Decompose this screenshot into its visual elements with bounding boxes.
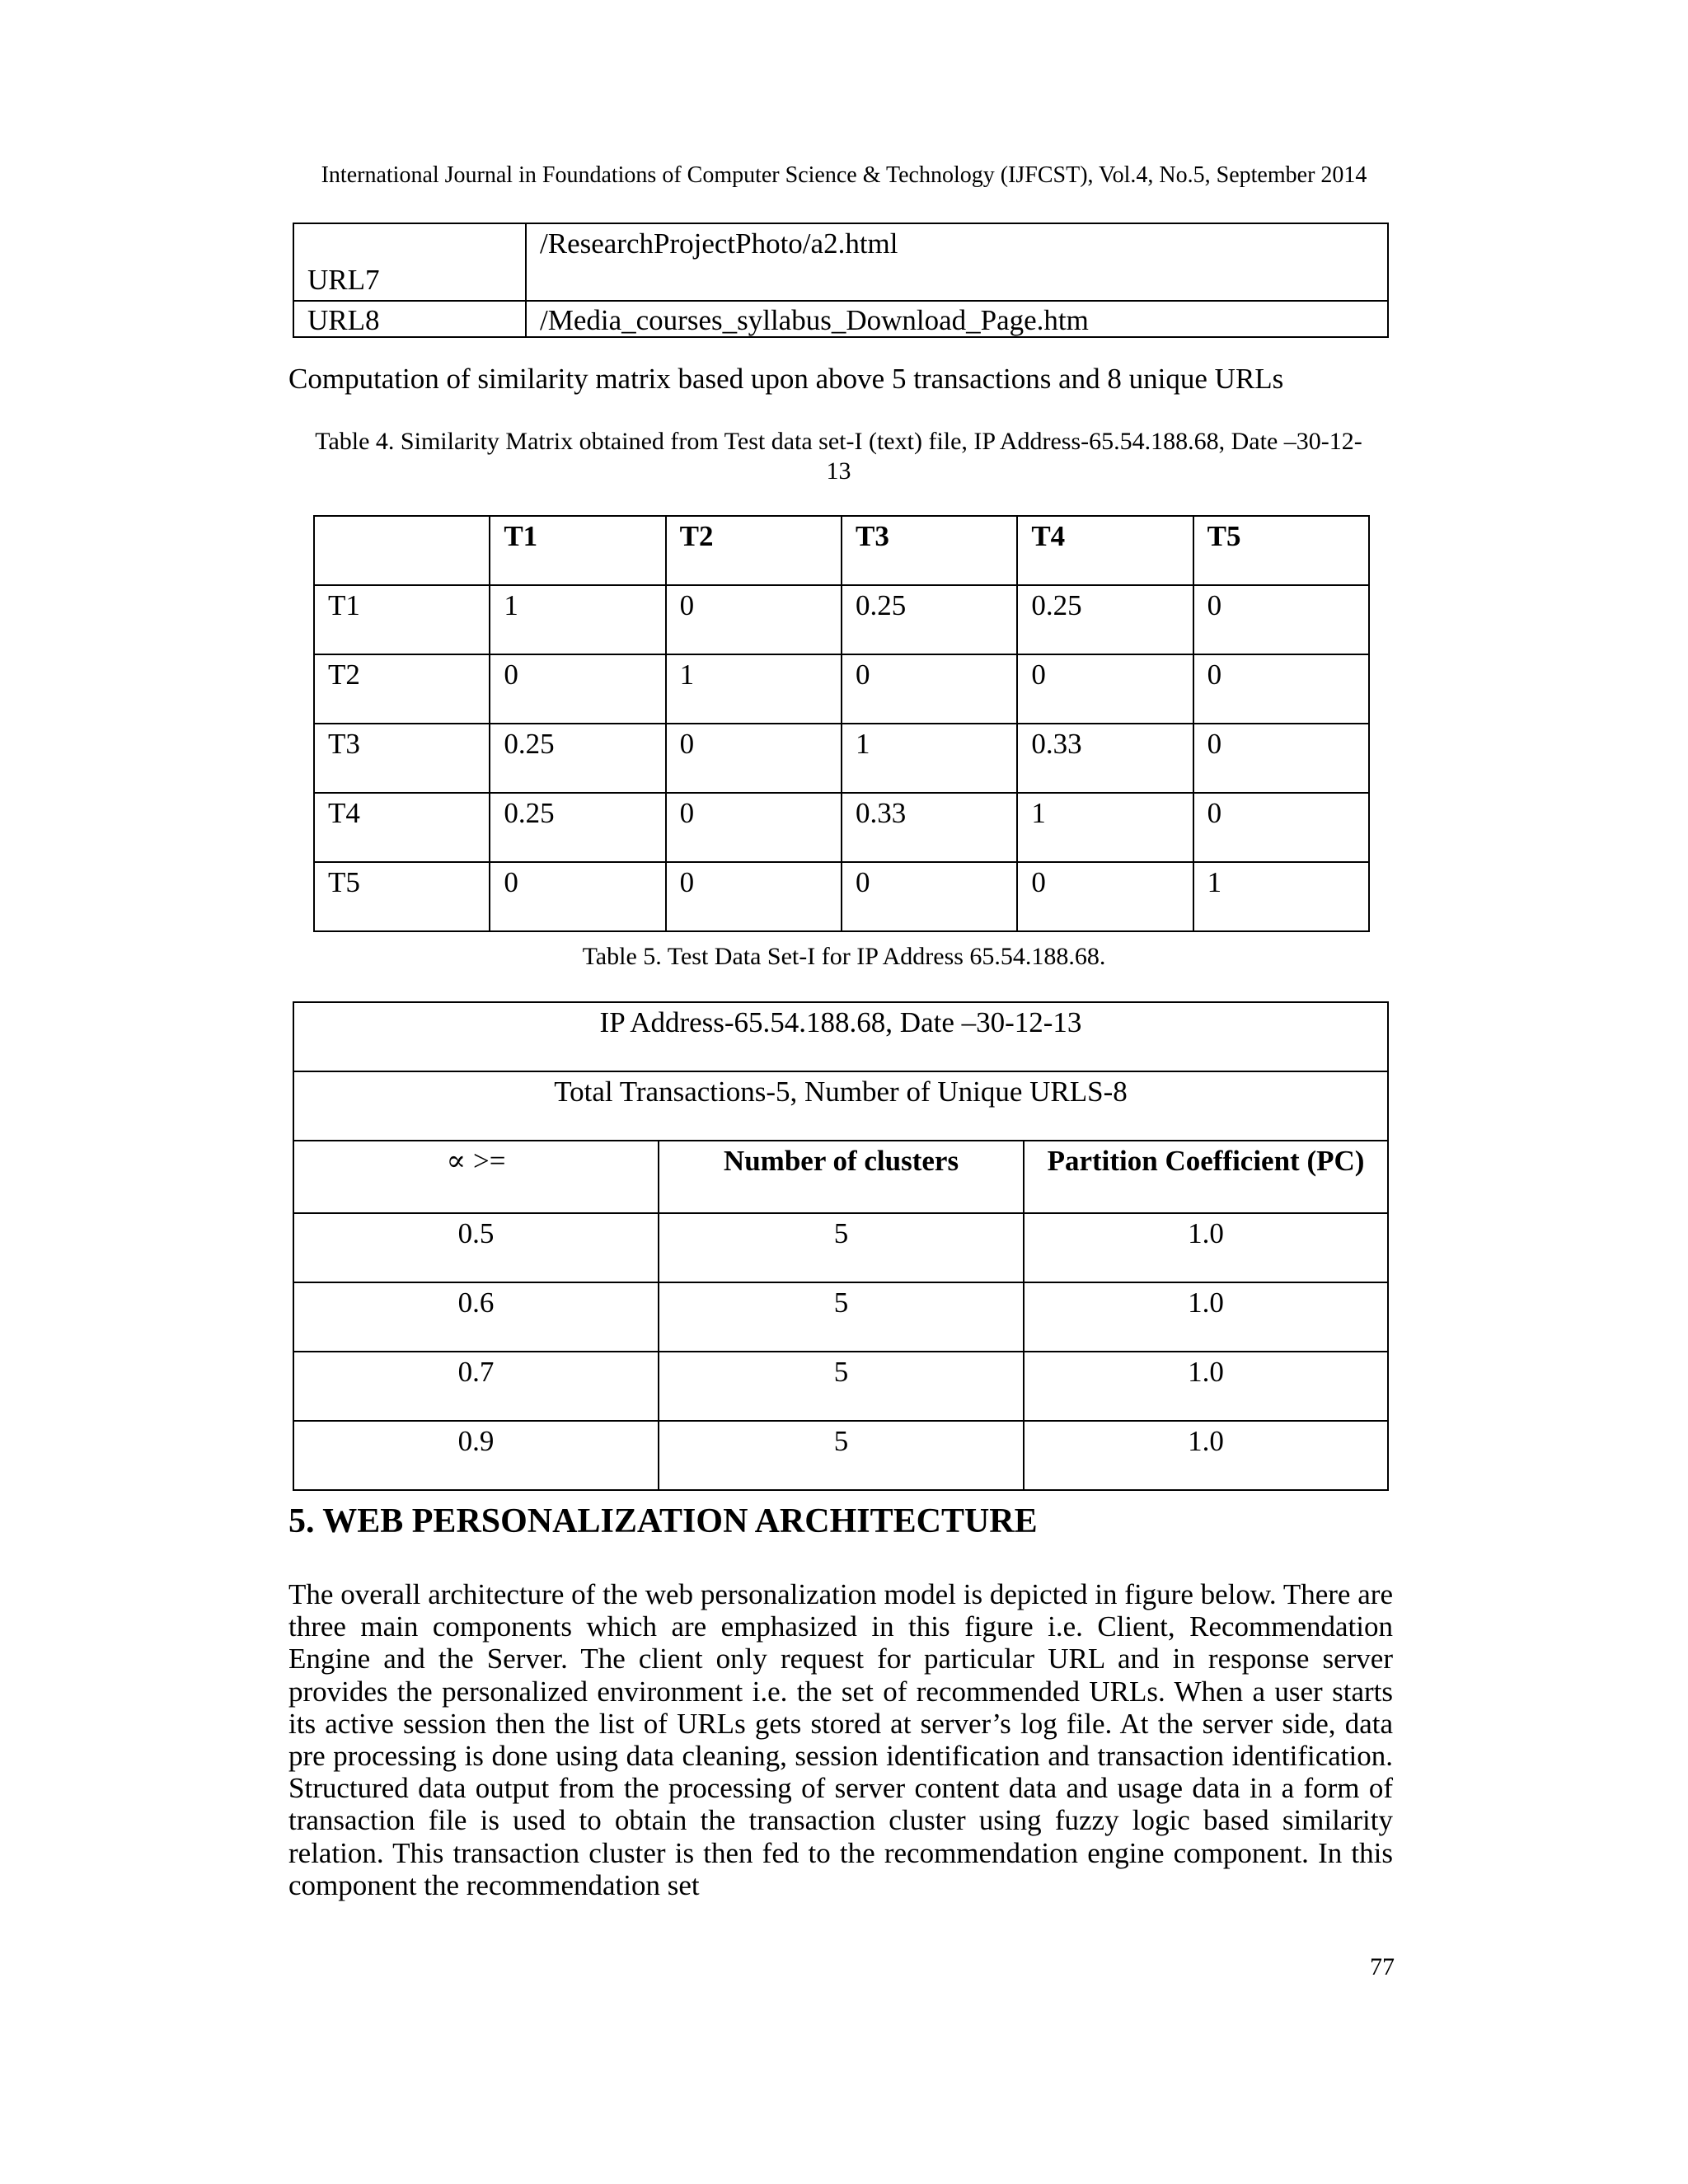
row-label: T5 [314,862,490,931]
url-label: URL8 [293,301,526,337]
table-cell: 0 [842,654,1017,724]
table-row [314,654,1369,724]
header-cell: T5 [1193,516,1369,585]
header-cell: Partition Coefficient (PC) [1024,1141,1388,1213]
table-cell: 0 [1193,585,1369,654]
table-cell: 0.25 [1017,585,1193,654]
table-cell: 0.25 [842,585,1017,654]
url-label: URL7 [293,223,526,301]
table-cell: 0 [666,585,842,654]
table-cell: 0.5 [293,1213,659,1282]
table-cell: 1.0 [1024,1352,1388,1421]
row-label: T1 [314,585,490,654]
header-cell: Number of clusters [659,1141,1024,1213]
url-path: /Media_courses_syllabus_Download_Page.htm [526,301,1388,337]
table-cell: 0 [842,862,1017,931]
table-row [314,585,1369,654]
table-cell: 5 [659,1282,1024,1352]
table-row [314,793,1369,862]
table-cell: 0.9 [293,1421,659,1490]
table-cell: 1 [666,654,842,724]
url-path: /ResearchProjectPhoto/a2.html [526,223,1388,301]
table-row [293,1421,1388,1490]
running-header: International Journal in Foundations of Computer Science & Technology (IJFCST), Vol.4, No.5, September 2014 [321,162,1367,188]
table-cell: 0.25 [490,724,665,793]
table-cell: 0 [1017,862,1193,931]
table-row [293,1282,1388,1352]
table-cell: 0 [1193,724,1369,793]
table5-caption: Table 5. Test Data Set-I for IP Address 65.54.188.68. [582,943,1106,970]
header-cell: T2 [666,516,842,585]
table-header-row [293,1141,1388,1213]
page-number: 77 [1370,1953,1395,1980]
table-cell: 0.25 [490,793,665,862]
table-cell: 5 [659,1213,1024,1282]
row-label: T4 [314,793,490,862]
table-cell: 1 [842,724,1017,793]
table-cell: 0 [490,862,665,931]
table-header-row [314,516,1369,585]
row-label: T3 [314,724,490,793]
table-info-row [293,1002,1388,1071]
table-cell: 0 [1017,654,1193,724]
table-cell: 0.7 [293,1352,659,1421]
table-row [314,862,1369,931]
table-cell: 0.33 [1017,724,1193,793]
table-cell: 1 [1017,793,1193,862]
table-cell: 0 [490,654,665,724]
table-cell: 0.33 [842,793,1017,862]
section-paragraph: The overall architecture of the web personalization model is depicted in figure below. There are three main components which are emphasized in this figure i.e. Client, Recommendation Engine and the Server. The client only request for particular URL and in response server provides the personalized environment i.e. the set of recommended URLs. When a user starts its active session then the list of URLs gets stored at server’s log file. At the server side, data pre processing is done using data cleaning, session identification and transaction identification. Structured data output from the processing of server content data and usage data in a form of transaction file is used to obtain the transaction cluster using fuzzy logic based similarity relation. This transaction cluster is then fed to the recommendation engine component. In this component the recommendation set [288,1578,1393,1901]
header-cell: T4 [1017,516,1193,585]
table-cell: 0 [666,862,842,931]
transactions-cell: Total Transactions-5, Number of Unique URLS-8 [293,1071,1388,1141]
table-cell: 5 [659,1421,1024,1490]
table-row [293,301,1388,337]
ip-date-cell: IP Address-65.54.188.68, Date –30-12-13 [293,1002,1388,1071]
table-cell: 1 [1193,862,1369,931]
table-cell: 1.0 [1024,1282,1388,1352]
header-cell: T1 [490,516,665,585]
similarity-matrix-table [313,515,1370,932]
row-label: T2 [314,654,490,724]
table-cell: 0.6 [293,1282,659,1352]
table-row [314,724,1369,793]
table4-caption-continued: 13 [826,457,851,485]
header-cell: T3 [842,516,1017,585]
table-row [293,1213,1388,1282]
body-sentence: Computation of similarity matrix based upon above 5 transactions and 8 unique URLs [288,363,1284,395]
table-cell: 0 [1193,793,1369,862]
table-cell: 0 [666,793,842,862]
table-info-row [293,1071,1388,1141]
url-table [293,223,1389,338]
table-cell: 5 [659,1352,1024,1421]
table-cell: 1 [490,585,665,654]
table-row [293,1352,1388,1421]
table-row [293,223,1388,301]
test-data-table [293,1001,1389,1491]
table4-caption: Table 4. Similarity Matrix obtained from Test data set-I (text) file, IP Address-65.54.188.68, Date –30-12- [315,428,1362,455]
table-cell: 0 [1193,654,1369,724]
table-cell: 1.0 [1024,1421,1388,1490]
section-heading: 5. WEB PERSONALIZATION ARCHITECTURE [288,1502,1038,1540]
table-cell: 0 [666,724,842,793]
header-cell [314,516,490,585]
table-cell: 1.0 [1024,1213,1388,1282]
header-cell: ∝ >= [293,1141,659,1213]
